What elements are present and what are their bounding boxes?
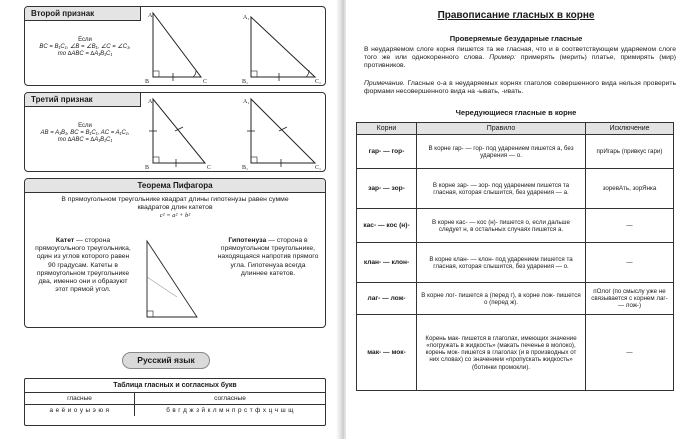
table-row bbox=[357, 135, 674, 169]
root-cell: гар- — гор- bbox=[357, 135, 417, 169]
para1-example: примерять (мерить) платье, примирять (мир) противников. bbox=[364, 54, 676, 70]
pythagoras-formula: c² = a² + b² bbox=[159, 212, 191, 220]
pythagoras-statement: В прямоугольном треугольнике квадрат длины гипотенузы равен сумме квадратов длин катетов bbox=[61, 196, 289, 212]
consonants-list: б в г д ж з й к л м н п р с т ф х ц ч ш щ bbox=[166, 407, 294, 414]
exception-cell: — bbox=[586, 315, 674, 391]
tri1-label-c: C bbox=[203, 79, 208, 85]
hypotenuse-definition bbox=[217, 237, 319, 278]
hypotenuse-text: — сторона в прямоугольном треугольнике, находящаяся напротив прямого угла. Гипотенуза всегда длиннее катетов. bbox=[217, 237, 319, 277]
table-row bbox=[357, 283, 674, 315]
table-row bbox=[357, 169, 674, 209]
katet-definition bbox=[33, 237, 133, 294]
left-page bbox=[0, 0, 340, 439]
consonants-header: согласные bbox=[214, 395, 246, 402]
tri1-label-b: B bbox=[145, 79, 150, 85]
pythagoras-title: Теорема Пифагора bbox=[25, 179, 325, 193]
tri3-label-a: A bbox=[148, 99, 153, 105]
letters-title: Таблица гласных и согласных букв bbox=[25, 379, 325, 393]
rule-cell: Корень мак- пишется в глаголах, имеющих значение «погружать в жидкость» (макать печенье в молоко), корень мок- пишется в глаголах (и в производных от них словах) со значением «пропускать жидкость» (ботинки промокли). bbox=[417, 315, 586, 391]
table-header-row bbox=[357, 123, 674, 135]
root-cell: клан- — клон- bbox=[357, 243, 417, 283]
right-page-title: Правописание гласных в корне bbox=[437, 10, 595, 21]
third-sign-cond: AB = A₁B₁, BC = B₁C₁, AC = A₁C₁, bbox=[40, 130, 130, 136]
root-cell: кас- — кос (н)- bbox=[357, 209, 417, 243]
tri2-label-c: C₁ bbox=[315, 79, 322, 85]
third-sign-text bbox=[29, 123, 141, 144]
root-cell: зар- — зор- bbox=[357, 169, 417, 209]
second-sign-if: Если bbox=[78, 37, 92, 43]
col-exception-header: Исключение bbox=[586, 123, 674, 135]
note-paragraph bbox=[364, 80, 676, 96]
alternating-vowels-table bbox=[356, 122, 674, 391]
second-sign-triangles bbox=[143, 7, 325, 85]
table-row bbox=[357, 209, 674, 243]
rule-cell: В корне кас- — кос (н)- пишется о, если дальше следует н, в остальных случаях пишется а. bbox=[417, 209, 586, 243]
third-sign-title: Третий признак bbox=[25, 93, 141, 107]
table-row bbox=[357, 315, 674, 391]
second-sign-result: то ∆ABC = ∆A₁B₁C₁ bbox=[57, 51, 113, 57]
exception-cell: — bbox=[586, 243, 674, 283]
tri1-label-a: A bbox=[148, 13, 153, 19]
letters-box bbox=[24, 378, 326, 426]
tri2-label-a: A₁ bbox=[243, 15, 250, 21]
third-sign-result: то ∆ABC = ∆A₁B₁C₁ bbox=[57, 137, 113, 143]
katet-text: — сторона прямоугольного треугольника, один из углов которого равен 90 градусам. Катеты в прямоугольном треугольнике два, именно они и образуют этот прямой угол. bbox=[35, 237, 131, 294]
rule-cell: В корне клан- — клон- под ударением пишется та гласная, которая слышится, без ударения — о. bbox=[417, 243, 586, 283]
note-label: Примечание. bbox=[364, 80, 406, 87]
katet-label: Катет bbox=[55, 237, 75, 244]
russian-language-pill: Русский язык bbox=[122, 352, 210, 369]
para1-example-label: Пример: bbox=[489, 54, 516, 62]
third-sign-box bbox=[24, 92, 326, 172]
second-sign-title: Второй признак bbox=[25, 7, 141, 21]
exception-cell: — bbox=[586, 209, 674, 243]
tri3-label-b: B bbox=[145, 165, 150, 171]
second-sign-box bbox=[24, 6, 326, 86]
tri4-label-c: C₁ bbox=[315, 165, 322, 171]
right-page bbox=[346, 0, 686, 439]
tri3-label-c: C bbox=[207, 165, 212, 171]
note-text: Гласные о-а в неударяемых корнях глаголов совершенного вида нельзя проверить формами несовершенного вида на -ывать, -ивать. bbox=[364, 80, 677, 96]
pythagoras-box bbox=[24, 178, 326, 328]
exception-cell: зоревАть, зорЯнка bbox=[586, 169, 674, 209]
tri4-label-b: B₁ bbox=[242, 165, 249, 171]
vowels-list: а е ё и о у ы э ю я bbox=[25, 405, 135, 416]
letters-header-row bbox=[25, 393, 325, 405]
third-sign-triangles bbox=[143, 93, 325, 171]
rule-cell: В корне гар- — гор- под ударением пишется а, без ударения — о. bbox=[417, 135, 586, 169]
verified-vowels-heading: Проверяемые безударные гласные bbox=[449, 34, 583, 43]
alternating-vowels-heading: Чередующиеся гласные в корне bbox=[455, 108, 577, 117]
root-cell: лаг- — лож- bbox=[357, 283, 417, 315]
col-rule-header: Правило bbox=[417, 123, 586, 135]
second-sign-text bbox=[29, 37, 141, 58]
hypotenuse-label: Гипотенуза bbox=[228, 237, 267, 244]
exception-cell: пОлог (по смыслу уже не связывается с корнем лаг- — лож-) bbox=[586, 283, 674, 315]
exception-cell: прИгарь (привкус гари) bbox=[586, 135, 674, 169]
third-sign-if: Если bbox=[78, 123, 92, 129]
tri4-label-a: A₁ bbox=[243, 99, 250, 105]
pythagoras-figure bbox=[137, 237, 217, 325]
para1-text: В неударяемом слоге корня пишется та же гласная, что и в соответствующем ударяемом слоге того же или однокоренного слова. bbox=[364, 46, 676, 62]
table-row bbox=[357, 243, 674, 283]
vowels-header: гласные bbox=[25, 393, 135, 404]
verified-vowels-paragraph bbox=[364, 46, 676, 71]
letters-value-row bbox=[25, 405, 325, 416]
rule-cell: В корне лог- пишется а (перед г), в корне лож- пишется о (перед ж). bbox=[417, 283, 586, 315]
second-sign-cond: BC = B₁C₁, ∠B = ∠B₁, ∠C = ∠C₁, bbox=[39, 44, 131, 50]
root-cell: мак- — мок- bbox=[357, 315, 417, 391]
col-roots-header: Корни bbox=[357, 123, 417, 135]
tri2-label-b: B₁ bbox=[242, 79, 249, 85]
rule-cell: В корне зар- — зор- под ударением пишется та гласная, которая слышится, без ударения — а. bbox=[417, 169, 586, 209]
